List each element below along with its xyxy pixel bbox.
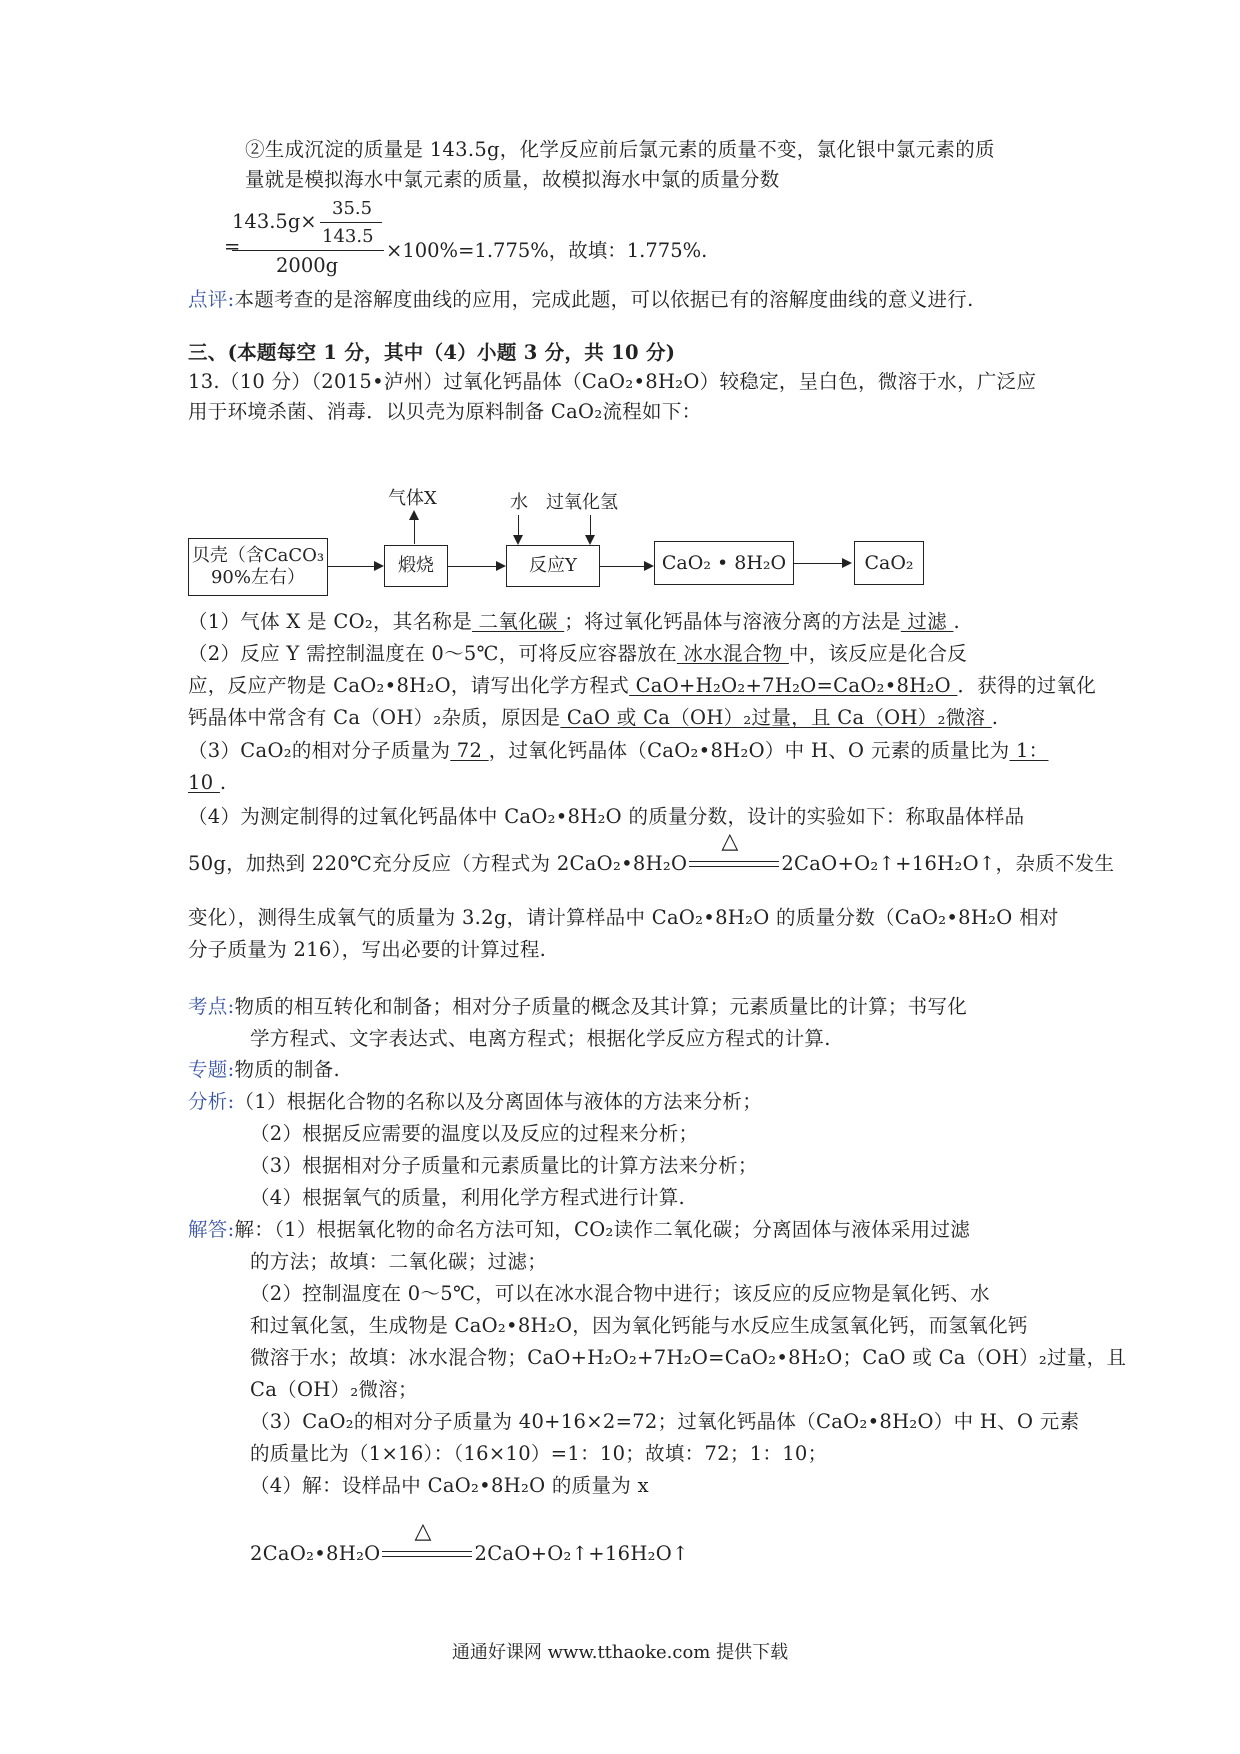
text-line: ②生成沉淀的质量是 143.5g，化学反应前后氯元素的质量不变，氯化银中氯元素的质 bbox=[245, 138, 995, 161]
text: . bbox=[219, 771, 227, 794]
equals-sign: = bbox=[224, 235, 241, 258]
text: 中，该反应是化合反 bbox=[788, 642, 968, 665]
text: 50g，加热到 220℃充分反应（方程式为 2CaO₂•8H₂O bbox=[188, 852, 688, 875]
text: （1）气体 X 是 CO₂，其名称是 bbox=[188, 610, 473, 633]
jieda-line: 的方法；故填：二氧化碳；过滤； bbox=[250, 1250, 548, 1273]
kaodian-line: 学方程式、文字表达式、电离方程式；根据化学反应方程式的计算. bbox=[250, 1027, 831, 1050]
text: 钙晶体中常含有 Ca（OH）₂杂质，原因是 bbox=[188, 706, 561, 729]
jieda-line: 的质量比为（1×16）：（16×10）=1：10；故填：72；1：10； bbox=[250, 1442, 828, 1465]
text: 2CaO₂•8H₂O bbox=[250, 1542, 381, 1565]
review-tag: 点评: bbox=[188, 288, 235, 311]
eq-line-top bbox=[689, 861, 779, 862]
fenxi-line: （2）根据反应需要的温度以及反应的过程来分析； bbox=[250, 1122, 699, 1145]
text: ；将过氧化钙晶体与溶液分离的方法是 bbox=[564, 610, 901, 633]
jieda-equation bbox=[250, 1518, 689, 1568]
box-calcine: 煅烧 bbox=[384, 545, 448, 587]
sub-question-4-cont: 变化），测得生成氧气的质量为 3.2g，请计算样品中 CaO₂•8H₂O 的质量分数（CaO₂•8H₂O 相对 bbox=[188, 906, 1059, 929]
section-heading: 三、(本题每空 1 分，其中（4）小题 3 分，共 10 分) bbox=[188, 341, 676, 364]
answer-blank: 10 bbox=[188, 771, 220, 794]
delta-symbol: △ bbox=[414, 1518, 432, 1544]
water-in-arrow bbox=[518, 515, 519, 543]
text: ，过氧化钙晶体（CaO₂•8H₂O）中 H、O 元素的质量比为 bbox=[488, 739, 1010, 762]
text: 物质的相互转化和制备；相对分子质量的概念及其计算；元素质量比的计算；书写化 bbox=[234, 995, 968, 1018]
text: 2CaO+O₂↑+16H₂O↑，杂质不发生 bbox=[781, 852, 1115, 875]
eq-line-bottom bbox=[382, 1556, 472, 1557]
eq-line-top bbox=[382, 1551, 472, 1552]
zhuanti-line bbox=[188, 1056, 340, 1084]
jieda-line bbox=[188, 1216, 970, 1244]
review-text: 本题考查的是溶解度曲线的应用，完成此题，可以依据已有的溶解度曲线的意义进行. bbox=[234, 288, 974, 311]
sub-question-3 bbox=[188, 737, 1048, 765]
main-fraction-line bbox=[232, 250, 384, 251]
text: （2）反应 Y 需控制温度在 0～5℃，可将反应容器放在 bbox=[188, 642, 677, 665]
flow-arrow bbox=[448, 566, 504, 567]
h2o2-in-arrow bbox=[590, 515, 591, 543]
heat-equals-sign bbox=[689, 828, 779, 872]
fraction-numerator: 143.5g× bbox=[232, 210, 317, 233]
text: （3）CaO₂的相对分子质量为 bbox=[188, 739, 451, 762]
sub-question-4-cont: 分子质量为 216），写出必要的计算过程. bbox=[188, 938, 547, 961]
jieda-line: （4）解：设样品中 CaO₂•8H₂O 的质量为 x bbox=[250, 1474, 649, 1497]
inner-denominator: 143.5 bbox=[322, 226, 374, 247]
box-shell bbox=[188, 538, 328, 596]
box-cao2: CaO₂ bbox=[854, 541, 924, 585]
inner-numerator: 35.5 bbox=[332, 198, 373, 219]
heat-equals-sign bbox=[382, 1518, 472, 1562]
gas-x-label: 气体X bbox=[388, 488, 437, 509]
question-line: 13.（10 分）（2015•泸州）过氧化钙晶体（CaO₂•8H₂O）较稳定，呈白色，微溶于水，广泛应 bbox=[188, 370, 1037, 393]
sub-question-2 bbox=[188, 640, 967, 668]
sub-question-2-cont bbox=[188, 672, 1096, 700]
eq-line-bottom bbox=[689, 866, 779, 867]
flow-arrow bbox=[794, 563, 850, 564]
sub-question-4-equation bbox=[188, 828, 1115, 878]
delta-symbol: △ bbox=[721, 828, 739, 854]
question-line: 用于环境杀菌、消毒．以贝壳为原料制备 CaO₂流程如下： bbox=[188, 400, 702, 423]
text-line: 量就是模拟海水中氯元素的质量，故模拟海水中氯的质量分数 bbox=[245, 168, 780, 191]
gas-out-arrow bbox=[414, 512, 415, 544]
jieda-line: （3）CaO₂的相对分子质量为 40+16×2=72；过氧化钙晶体（CaO₂•8H₂O）中 H、O 元素 bbox=[250, 1410, 1080, 1433]
answer-blank: 1： bbox=[1009, 739, 1049, 762]
review-line bbox=[188, 286, 974, 314]
answer-blank: 72 bbox=[450, 739, 489, 762]
text: 解：（1）根据氧化物的命名方法可知，CO₂读作二氧化碳；分离固体与液体采用过滤 bbox=[234, 1218, 971, 1241]
fenxi-line: （4）根据氧气的质量，利用化学方程式进行计算. bbox=[250, 1186, 686, 1209]
fenxi-tag: 分析: bbox=[188, 1090, 235, 1113]
text: 2CaO+O₂↑+16H₂O↑ bbox=[474, 1542, 689, 1565]
text: . bbox=[953, 610, 960, 633]
text: （1）根据化合物的名称以及分离固体与液体的方法来分析； bbox=[234, 1090, 762, 1113]
sub-question-3-cont bbox=[188, 769, 226, 797]
answer-blank: 冰水混合物 bbox=[676, 642, 789, 665]
answer-blank: 二氧化碳 bbox=[472, 610, 565, 633]
zhuanti-tag: 专题: bbox=[188, 1058, 235, 1081]
box-reaction-y: 反应Y bbox=[506, 545, 600, 587]
flow-arrow bbox=[328, 566, 382, 567]
fenxi-line bbox=[188, 1088, 762, 1116]
water-label: 水 bbox=[510, 492, 528, 513]
text: 物质的制备. bbox=[234, 1058, 340, 1081]
fenxi-line: （3）根据相对分子质量和元素质量比的计算方法来分析； bbox=[250, 1154, 758, 1177]
box-shell-line2: 90%左右） bbox=[210, 567, 305, 588]
answer-blank: CaO 或 Ca（OH）₂过量，且 Ca（OH）₂微溶 bbox=[560, 706, 992, 729]
text: ．获得的过氧化 bbox=[957, 674, 1097, 697]
box-cao2-8h2o: CaO₂ • 8H₂O bbox=[654, 541, 794, 585]
page-footer: 通通好课网 www.tthaoke.com 提供下载 bbox=[451, 1642, 789, 1663]
flow-arrow bbox=[600, 566, 652, 567]
h2o2-label: 过氧化氢 bbox=[546, 492, 618, 513]
kaodian-tag: 考点: bbox=[188, 995, 235, 1018]
fraction-denominator: 2000g bbox=[276, 254, 339, 277]
sub-question-1 bbox=[188, 608, 960, 636]
jieda-line: （2）控制温度在 0～5℃，可以在冰水混合物中进行；该反应的反应物是氧化钙、水 bbox=[250, 1282, 990, 1305]
jieda-tag: 解答: bbox=[188, 1218, 235, 1241]
jieda-line: Ca（OH）₂微溶； bbox=[250, 1378, 418, 1401]
box-shell-line1: 贝壳（含CaCO₃ bbox=[191, 545, 325, 566]
jieda-line: 微溶于水；故填：冰水混合物；CaO+H₂O₂+7H₂O=CaO₂•8H₂O；CaO 或 Ca（OH）₂过量，且 bbox=[250, 1346, 1127, 1369]
text: . bbox=[991, 706, 999, 729]
answer-blank: CaO+H₂O₂+7H₂O=CaO₂•8H₂O bbox=[629, 674, 958, 697]
text: 应，反应产物是 CaO₂•8H₂O，请写出化学方程式 bbox=[188, 674, 630, 697]
sub-question-4: （4）为测定制得的过氧化钙晶体中 CaO₂•8H₂O 的质量分数，设计的实验如下：称取晶体样品 bbox=[188, 805, 1025, 828]
formula-result: ×100%=1.775%，故填：1.775%. bbox=[386, 239, 708, 262]
sub-question-2-cont bbox=[188, 704, 998, 732]
jieda-line: 和过氧化氢，生成物是 CaO₂•8H₂O，因为氧化钙能与水反应生成氢氧化钙，而氢氧化钙 bbox=[250, 1314, 1028, 1337]
kaodian-line bbox=[188, 993, 967, 1021]
inner-fraction-line bbox=[320, 222, 382, 223]
answer-blank: 过滤 bbox=[900, 610, 954, 633]
